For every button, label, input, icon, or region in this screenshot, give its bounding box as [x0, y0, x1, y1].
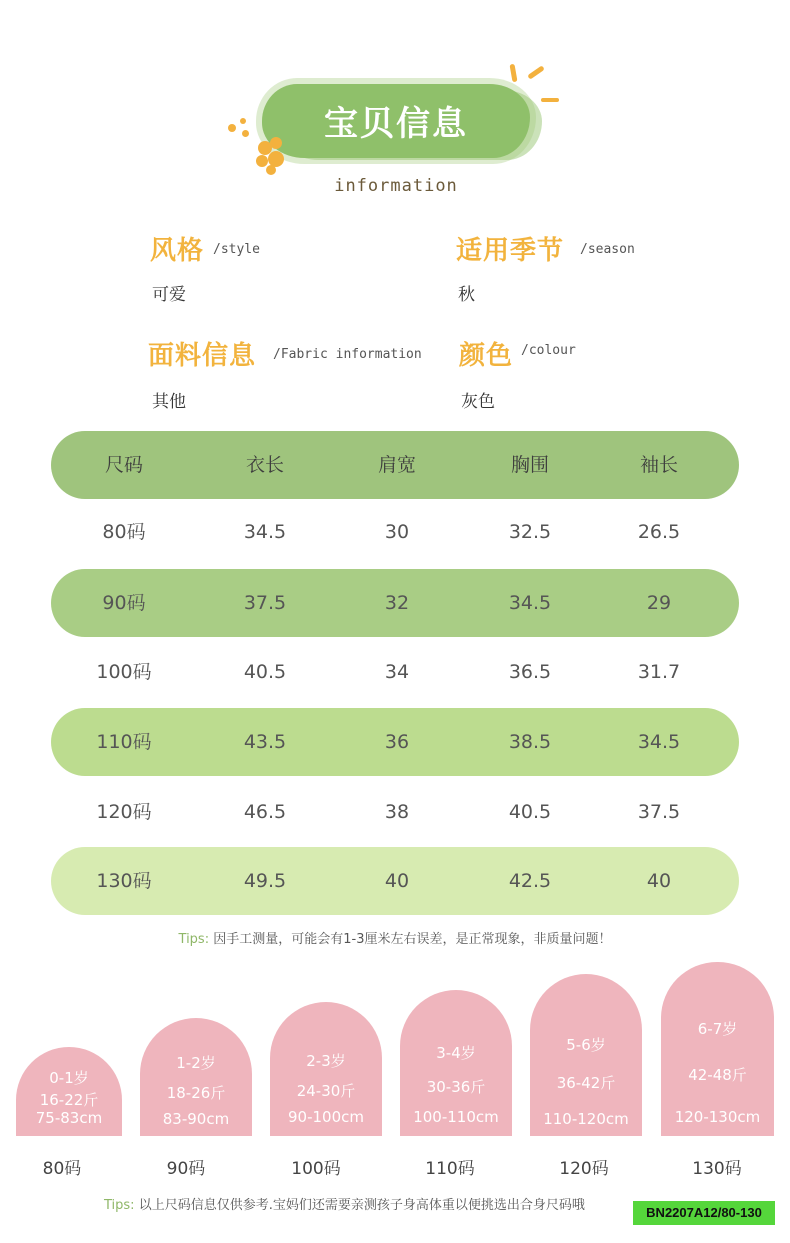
season-label: 适用季节	[456, 236, 565, 266]
weight-text: 24-30斤	[296, 1082, 356, 1100]
table-cell: 110码	[96, 731, 152, 753]
height-text: 110-120cm	[543, 1110, 629, 1128]
size-label: 100码	[291, 1159, 341, 1179]
header-cell: 衣长	[245, 454, 284, 476]
table-row	[51, 569, 739, 637]
fabric-value: 其他	[152, 392, 186, 412]
fabric-label: 面料信息	[148, 341, 257, 371]
sparkle-icon	[228, 118, 254, 138]
weight-text: 42-48斤	[688, 1066, 747, 1084]
table-cell: 40.5	[243, 661, 287, 683]
table-cell: 100码	[96, 661, 152, 683]
size-table-header	[51, 431, 739, 499]
age-text: 2-3岁	[306, 1052, 346, 1070]
table-cell: 34	[384, 661, 410, 683]
table-cell: 34.5	[243, 521, 287, 543]
weight-text: 30-36斤	[426, 1078, 486, 1096]
table-cell: 34.5	[637, 731, 681, 753]
table-cell: 130码	[96, 870, 152, 892]
table-cell: 37.5	[637, 801, 681, 823]
table-row	[51, 638, 739, 706]
age-card	[270, 1002, 382, 1136]
tip-key: Tips:	[104, 1198, 135, 1213]
age-text: 5-6岁	[566, 1036, 606, 1054]
table-cell: 30	[384, 521, 410, 543]
header-cell: 袖长	[639, 454, 678, 476]
weight-text: 18-26斤	[166, 1084, 226, 1102]
table-cell: 31.7	[637, 661, 681, 683]
age-card	[16, 1047, 122, 1136]
table-cell: 120码	[96, 801, 152, 823]
size-reference-tip	[104, 1194, 585, 1213]
table-cell: 26.5	[637, 521, 681, 543]
table-cell: 43.5	[243, 731, 287, 753]
size-label: 130码	[692, 1159, 742, 1179]
table-cell: 46.5	[243, 801, 287, 823]
size-label: 110码	[425, 1159, 475, 1179]
page-title: 宝贝信息	[324, 104, 468, 144]
sku-badge: BN2207A12/80-130	[633, 1201, 775, 1225]
sparkle-lines-icon	[505, 58, 565, 108]
table-cell: 29	[646, 592, 672, 614]
height-text: 100-110cm	[413, 1108, 499, 1126]
table-cell: 34.5	[508, 592, 552, 614]
table-cell: 38	[384, 801, 410, 823]
table-cell: 32.5	[508, 521, 552, 543]
table-cell: 90码	[102, 592, 146, 614]
table-cell: 32	[384, 592, 410, 614]
size-label: 120码	[559, 1159, 609, 1179]
table-row	[51, 847, 739, 915]
age-text: 3-4岁	[436, 1044, 476, 1062]
age-text: 0-1岁	[49, 1069, 89, 1087]
size-label: 80码	[42, 1159, 82, 1179]
colour-suffix: /colour	[521, 343, 576, 358]
table-row	[51, 778, 739, 846]
style-value: 可爱	[152, 285, 186, 305]
table-cell: 42.5	[508, 870, 552, 892]
table-cell: 40	[646, 870, 672, 892]
table-cell: 40.5	[508, 801, 552, 823]
table-cell: 40	[384, 870, 410, 892]
height-text: 83-90cm	[162, 1110, 230, 1128]
fabric-suffix: /Fabric information	[273, 347, 422, 362]
table-cell: 49.5	[243, 870, 287, 892]
colour-label: 颜色	[459, 341, 514, 371]
page-subtitle: information	[334, 176, 458, 196]
height-text: 120-130cm	[674, 1108, 761, 1126]
header-cell: 尺码	[104, 454, 143, 476]
table-row	[51, 708, 739, 776]
table-cell: 80码	[102, 521, 146, 543]
age-card	[400, 990, 512, 1136]
weight-text: 16-22斤	[39, 1091, 99, 1109]
age-card	[140, 1018, 252, 1136]
tip-text: 因手工测量，可能会有1-3厘米左右误差，是正常现象，非质量问题！	[213, 932, 612, 947]
style-suffix: /style	[213, 242, 260, 257]
age-text: 1-2岁	[176, 1054, 216, 1072]
season-value: 秋	[458, 285, 475, 305]
colour-value: 灰色	[461, 392, 495, 412]
tip-text: 以上尺码信息仅供参考.宝妈们还需要亲测孩子身高体重以便挑选出合身尺码哦	[138, 1198, 585, 1213]
table-row	[51, 498, 739, 566]
age-card	[530, 974, 642, 1136]
table-cell: 36	[384, 731, 410, 753]
header-cell: 胸围	[510, 454, 549, 476]
measurement-tip	[0, 928, 790, 947]
height-text: 90-100cm	[288, 1108, 364, 1126]
flower-icon	[254, 135, 290, 175]
season-suffix: /season	[580, 242, 635, 257]
weight-text: 36-42斤	[556, 1074, 616, 1092]
table-cell: 37.5	[243, 592, 287, 614]
age-text: 6-7岁	[697, 1020, 738, 1038]
style-label: 风格	[150, 236, 205, 266]
tip-key: Tips:	[178, 932, 210, 947]
table-cell: 38.5	[508, 731, 552, 753]
age-card	[661, 962, 774, 1136]
height-text: 75-83cm	[35, 1109, 103, 1127]
size-label: 90码	[166, 1159, 206, 1179]
header-cell: 肩宽	[377, 454, 416, 476]
table-cell: 36.5	[508, 661, 552, 683]
